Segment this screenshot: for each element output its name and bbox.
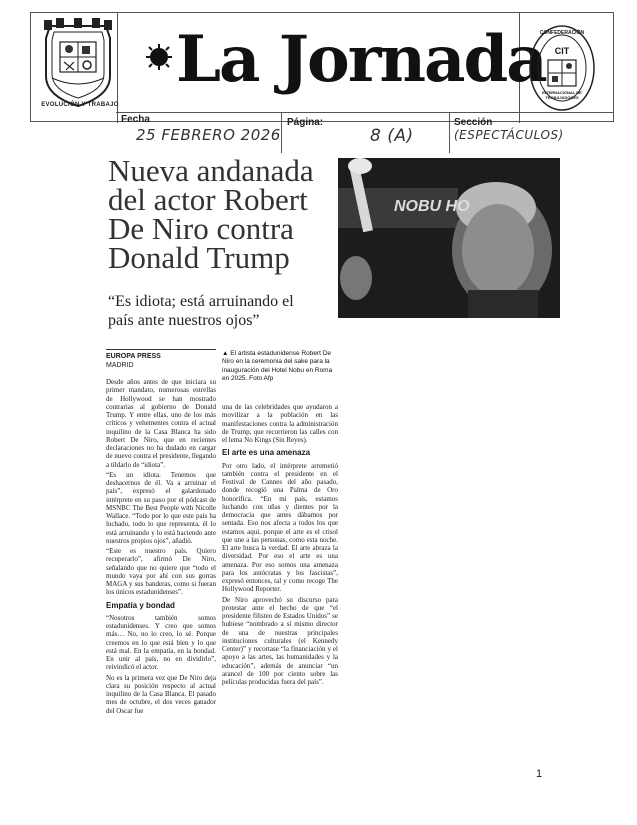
- section-heading-empatia: Empatía y bondad: [106, 600, 175, 610]
- page-number: 1: [536, 768, 543, 780]
- section-heading-arte: El arte es una amenaza: [222, 448, 311, 458]
- masthead-title: La Jornada: [176, 22, 546, 97]
- paragraph: “Nosotros también somos estadunidenses. Y creo que somos más… No, no lo creo, lo sé. Porque creemos en lo que está bien y lo que está mal. En la empatía, en la bondad. En unir al país, no en dividirlo”, reivindicó el actor.: [106, 613, 216, 672]
- paragraph: “Es un idiota. Tenemos que deshacernos de él. Va a arruinar el país”, expresó el galardonado intérprete en su paso por el pódcast de MSNBC The Best People with Nicolle Wallace. “Todo por lo que este país ha luchado, todo lo que representa, él lo está arruinando y lo está haciendo ante nuestros propios ojos”, añadió.: [106, 470, 216, 545]
- cit-seal-acronym: CIT: [554, 46, 570, 56]
- article-subhead: “Es idiota; está arruinando el país ante nuestros ojos”: [108, 293, 294, 329]
- pagina-value: 8 (A): [370, 126, 414, 146]
- byline: [106, 349, 216, 370]
- cit-seal-bottom-text: INTERNACIONAL DE TRABAJADORES: [542, 90, 582, 100]
- cit-seal-logo: [528, 22, 596, 114]
- paragraph: Por otro lado, el intérprete arremetió también contra el presidente en el Festival de Cannes del año pasado, donde recogió una Palma de Oro honorífica. “En mi país, estamos luchando con uñas y dientes por la democracia que antes dábamos por sentada. Eso nos afecta a todos los que estamos aquí, porque el arte es el crisol que une a las personas, como esta noche. El arte busca la verdad. El arte abraza la diversidad. Por eso el arte es una amenaza. Por eso somos una amenaza para los autócratas y los fascistas”, expresó entonces, tal y como recoge The Hollywood Reporter.: [222, 461, 338, 594]
- masthead-star-icon: [146, 44, 172, 74]
- paragraph: una de las celebridades que ayudaron a movilizar a la población en las manifestaciones contra la administración de Trump, que recorrieron las calles con el lema No Kings (Sin Reyes).: [222, 403, 338, 444]
- byline-city: MADRID: [106, 362, 134, 369]
- paragraph: No es la primera vez que De Niro deja clara su posición respecto al actual inquilino de la Casa Blanca. El pasado mes de octubre, el dos veces ganador del Oscar fue: [106, 673, 216, 715]
- union-seal-logo: [38, 18, 118, 114]
- photo-sign-text: NOBU HO: [394, 198, 470, 215]
- article-column-2: [222, 403, 338, 688]
- fecha-value: 25 FEBRERO 2026: [136, 126, 281, 144]
- paragraph: “Este es nuestro país. Quiero recuperarlo”, afirmó De Niro, señalando que no quiere que “todo el mundo vaya por ahí con sus gorras MAGA y sus banderas, como si fueran los únicos estadunidenses”.: [106, 547, 216, 597]
- seccion-label: Sección: [454, 117, 493, 128]
- article-photo: [338, 158, 560, 318]
- byline-agency: EUROPA PRESS: [106, 349, 216, 361]
- pagina-label: Página:: [287, 117, 324, 128]
- photo-caption: ▲ El artista estadunidense Robert De Niro en la ceremonia del sake para la inauguración del Hotel Nobu en Roma en 2025. Foto Afp: [222, 350, 333, 382]
- seal-motto: EVOLUCIÓN Y TRABAJO: [41, 102, 119, 108]
- paragraph: De Niro aprovechó su discurso para protestar ante el hecho de que “el presidente filisteo de Estados Unidos” se hubiese “nombrado a sí mismo director de una de nuestras principales instituciones culturales (el Kennedy Center)” y recortase “la financiación y el apoyo a las artes, las humanidades y la educación”, además de anunciar “un arancel de 100 por ciento sobre las películas producidas fuera del país”.: [222, 595, 338, 686]
- article-column-1: [106, 378, 216, 717]
- cit-seal-top-text: CONFEDERACIÓN: [539, 30, 585, 36]
- fecha-label: Fecha: [121, 114, 150, 125]
- paragraph: Desde años antes de que iniciara su primer mandato, numerosas estrellas de Hollywood se han mostrado contrarias al gobierno de Donald Trump. Y entre ellas, uno de los más críticos y vehementes contra el actual inquilino de la Casa Blanca ha sido Robert De Niro, que en recientes declaraciones no ha dudado en cargar de nuevo contra el presidente, llegando a tildarlo de “idiota”.: [106, 378, 216, 469]
- article-headline: Nueva andanada del actor Robert De Niro contra Donald Trump: [108, 153, 314, 275]
- seccion-value: (ESPECTÁCULOS): [454, 128, 564, 142]
